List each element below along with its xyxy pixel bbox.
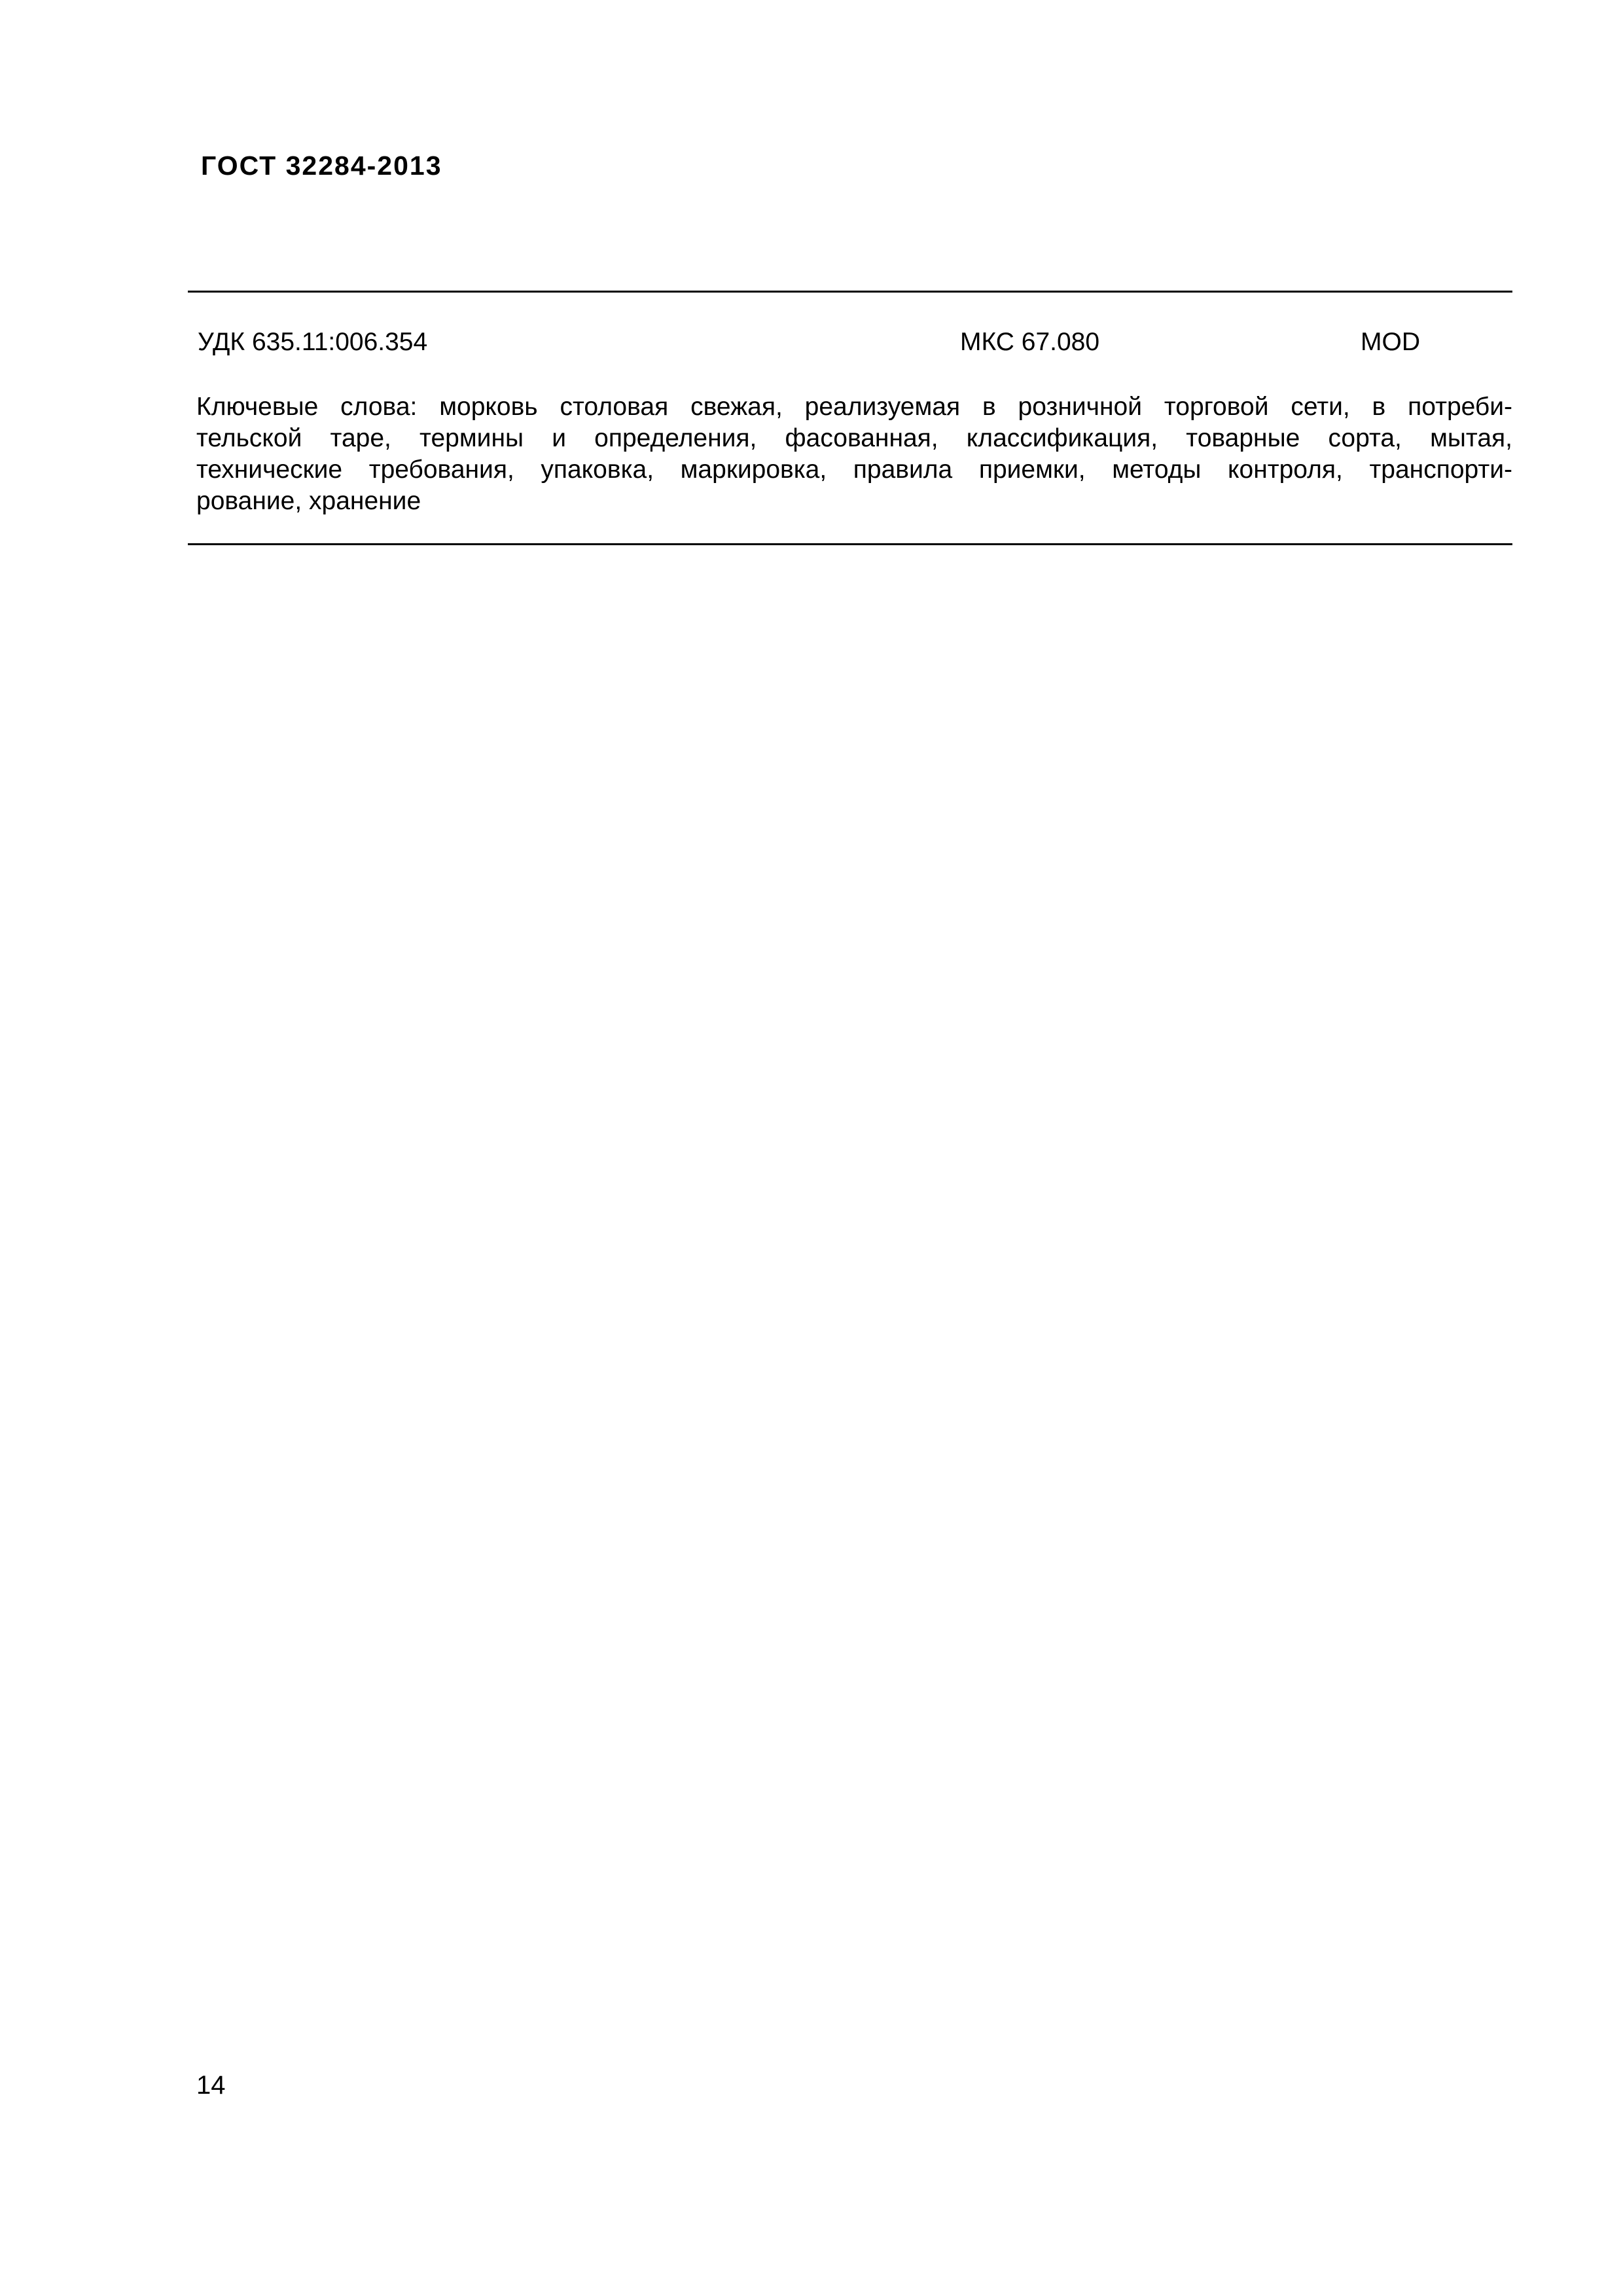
mks-code: МКС 67.080: [960, 328, 1100, 356]
udk-code: УДК 635.11:006.354: [198, 328, 428, 356]
keywords-line: рование, хранение: [196, 487, 421, 515]
top-divider: [188, 291, 1512, 293]
keywords-line: тельской таре, термины и определения, фасованная, классификация, товарные сорта, мытая,: [196, 424, 1512, 452]
mod-label: MOD: [1361, 328, 1420, 356]
page-number: 14: [196, 2071, 226, 2100]
bottom-divider: [188, 543, 1512, 545]
keywords-paragraph: [196, 391, 1512, 517]
document-code-header: ГОСТ 32284-2013: [201, 151, 442, 181]
keywords-line: технические требования, упаковка, маркировка, правила приемки, методы контроля, транспорти-: [196, 456, 1512, 484]
keywords-line: Ключевые слова: морковь столовая свежая, реализуемая в розничной торговой сети, в потреби-: [196, 393, 1512, 421]
